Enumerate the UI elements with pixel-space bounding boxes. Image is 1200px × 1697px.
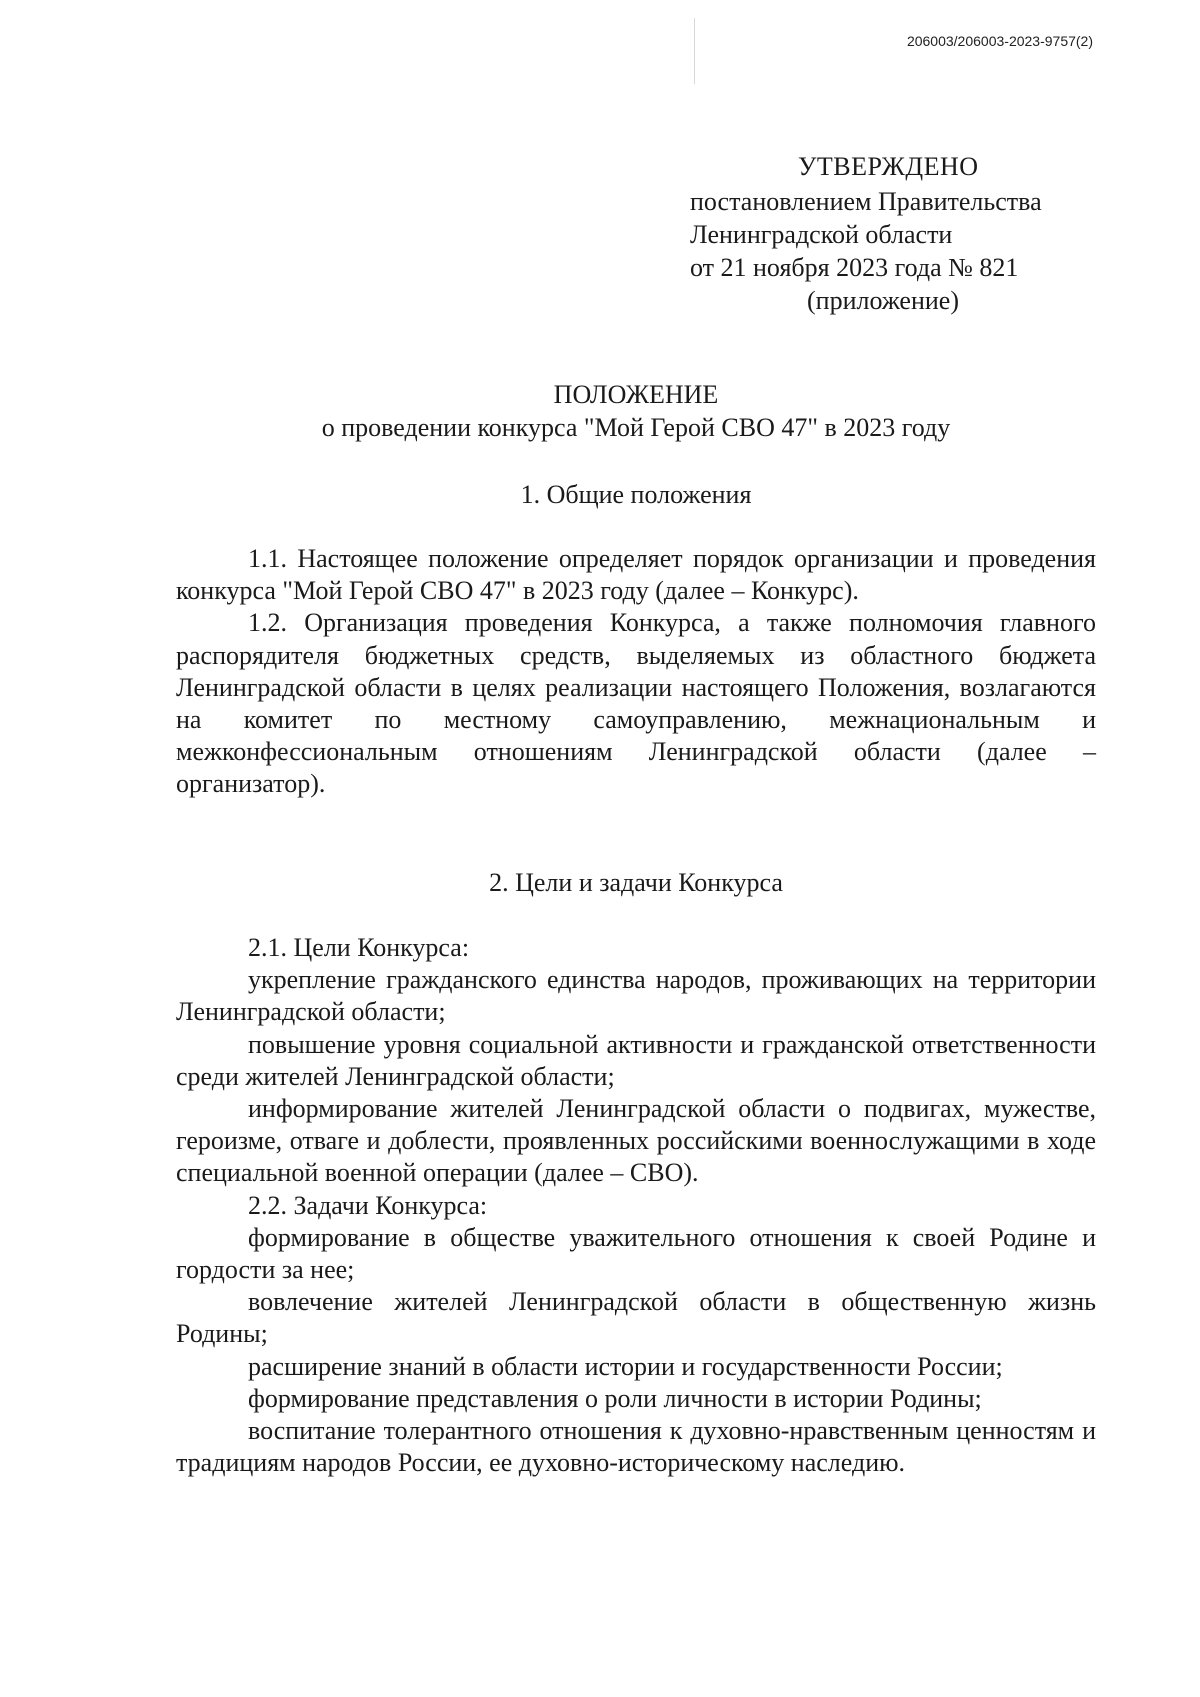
approval-title: УТВЕРЖДЕНО <box>798 152 979 181</box>
goal-item-3: информирование жителей Ленинградской области о подвигах, мужестве, героизме, отваге и доблести, проявленных российскими военнослужащими в ходе специальной военной операции (далее – СВО). <box>176 1094 1096 1188</box>
approval-appendix: (приложение) <box>807 286 960 315</box>
goal-item-2: повышение уровня социальной активности и гражданской ответственности среди жителей Ленинградской области; <box>176 1029 1096 1091</box>
document-title-block <box>176 378 1096 444</box>
section-2-heading: 2. Цели и задачи Конкурса <box>489 868 783 897</box>
document-id: 206003/206003-2023-9757(2) <box>906 33 1093 49</box>
approval-stamp-block <box>690 150 1090 317</box>
task-item-2: вовлечение жителей Ленинградской области в общественную жизнь Родины; <box>176 1287 1096 1349</box>
section-1-heading: 1. Общие положения <box>520 480 752 509</box>
document-subtitle: о проведении конкурса "Мой Герой СВО 47" в 2023 году <box>321 413 951 442</box>
goal-item-1: укрепление гражданского единства народов, проживающих на территории Ленинградской области; <box>176 965 1096 1027</box>
approval-line-2: Ленинградской области <box>690 220 953 249</box>
task-item-3: расширение знаний в области истории и государственности России; <box>248 1351 1003 1381</box>
task-item-1: формирование в обществе уважительного отношения к своей Родине и гордости за нее; <box>176 1222 1096 1285</box>
approval-line-1: постановлением Правительства <box>690 187 1042 216</box>
section-1-body <box>176 543 1096 801</box>
paragraph-1-1: 1.1. Настоящее положение определяет порядок организации и проведения конкурса "Мой Герой СВО 47" в 2023 году (далее – Конкурс). <box>176 544 1096 606</box>
task-item-5: воспитание толерантного отношения к духовно-нравственным ценностям и традициям народов России, ее духовно-историческому наследию. <box>176 1416 1096 1478</box>
approval-line-3: от 21 ноября 2023 года № 821 <box>690 253 1019 282</box>
scan-artifact-line <box>694 18 695 84</box>
paragraph-1-2: 1.2. Организация проведения Конкурса, а также полномочия главного распорядителя бюджетных средств, выделяемых из областного бюджета Ленинградской области в целях реализации настоящего Положения, возлагаются на комитет по местному самоуправлению, межнациональным и межконфессиональным отношениям Ленинградской области (далее – организатор). <box>176 608 1096 799</box>
document-title: ПОЛОЖЕНИЕ <box>553 380 719 409</box>
paragraph-2-2: 2.2. Задачи Конкурса: <box>248 1190 488 1220</box>
task-item-4: формирование представления о роли личности в истории Родины; <box>248 1383 982 1413</box>
section-2-body <box>176 932 1096 1479</box>
paragraph-2-1: 2.1. Цели Конкурса: <box>248 933 470 962</box>
